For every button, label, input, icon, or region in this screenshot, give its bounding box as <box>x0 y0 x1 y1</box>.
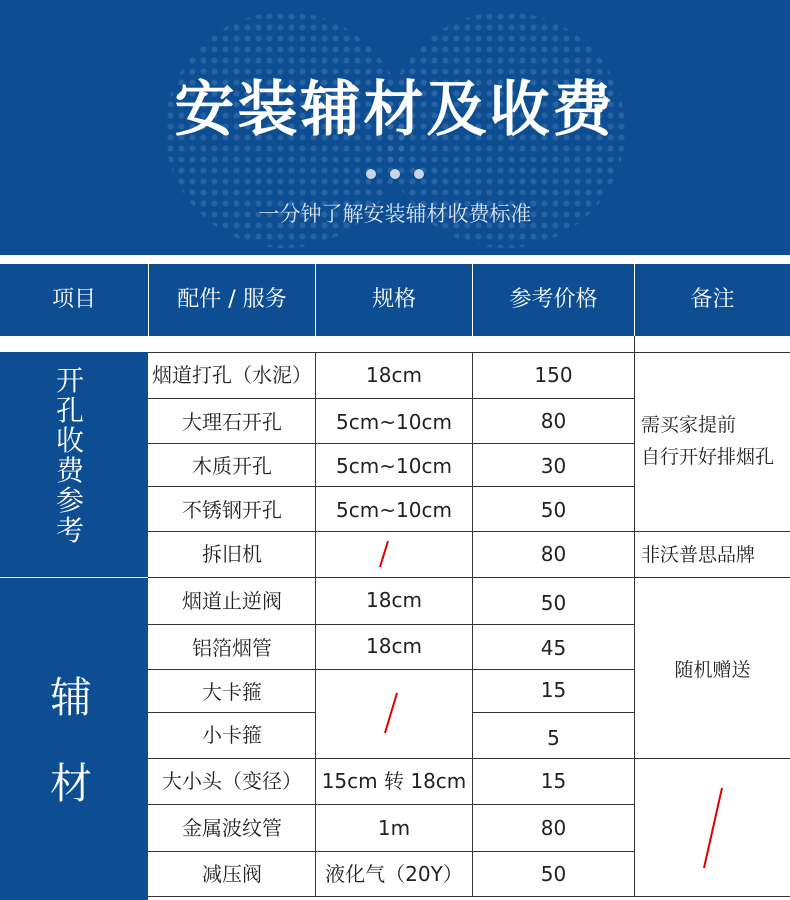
dot <box>414 169 424 179</box>
row-price: 50 <box>540 498 567 522</box>
note-gift: 随机赠送 <box>674 659 751 681</box>
row-item: 减压阀 <box>202 862 262 886</box>
row-spec: 15cm 转 18cm <box>321 769 467 793</box>
header-item: 项目 <box>51 287 96 312</box>
row-item: 大理石开孔 <box>182 410 282 434</box>
note-drill-line1: 需买家提前 <box>641 414 737 436</box>
pagination-dots <box>0 164 790 183</box>
row-item: 拆旧机 <box>202 542 262 566</box>
row-item: 木质开孔 <box>192 454 272 478</box>
row-item: 烟道打孔（水泥） <box>152 363 312 387</box>
divider <box>148 264 149 336</box>
row-price: 30 <box>540 454 567 478</box>
row-spec: 5cm~10cm <box>336 410 452 434</box>
note-brand: 非沃普思品牌 <box>641 544 756 566</box>
row-price: 50 <box>540 591 567 615</box>
row-spec: 18cm <box>366 588 422 612</box>
dot <box>366 169 376 179</box>
page-title: 安装辅材及收费 <box>174 75 616 145</box>
row-price: 80 <box>540 409 567 433</box>
note-drill-line2: 自行开好排烟孔 <box>641 446 775 468</box>
row-spec: 18cm <box>366 634 422 658</box>
dot <box>390 169 400 179</box>
row-item: 小卡箍 <box>202 723 262 747</box>
group-label-drilling: 开孔收费参考 <box>55 364 84 547</box>
na-slash-icon <box>380 690 402 736</box>
row-spec: 18cm <box>366 363 422 387</box>
row-spec: 液化气（20Y） <box>325 862 463 886</box>
row-price: 80 <box>540 542 567 566</box>
row-price: 80 <box>540 816 567 840</box>
row-spec: 1m <box>377 816 411 840</box>
header-spec: 规格 <box>371 287 416 312</box>
row-item: 不锈钢开孔 <box>182 498 282 522</box>
na-slash-icon <box>698 784 728 872</box>
row-spec: 5cm~10cm <box>336 498 452 522</box>
row-spec: 5cm~10cm <box>336 454 452 478</box>
row-price: 45 <box>540 636 567 660</box>
divider <box>315 264 316 336</box>
title-banner <box>0 0 790 255</box>
row-price: 15 <box>540 769 567 793</box>
row-item: 烟道止逆阀 <box>182 589 282 613</box>
row-item: 大小头（变径） <box>162 769 302 793</box>
grid-line <box>148 896 790 897</box>
grid-line <box>634 336 635 897</box>
page-subtitle: 一分钟了解安装辅材收费标准 <box>258 202 532 226</box>
divider <box>634 264 635 336</box>
header-note: 备注 <box>690 287 735 312</box>
row-item: 大卡箍 <box>202 680 262 704</box>
row-price: 15 <box>540 678 567 702</box>
header-price: 参考价格 <box>509 287 598 312</box>
header-part: 配件 / 服务 <box>177 287 287 312</box>
divider <box>472 264 473 336</box>
row-item: 金属波纹管 <box>182 816 282 840</box>
na-slash-icon <box>374 538 394 570</box>
row-price: 50 <box>540 862 567 886</box>
row-price: 5 <box>547 726 560 750</box>
group-label-accessories: 辅材 <box>49 673 92 808</box>
row-item: 铝箔烟管 <box>192 636 272 660</box>
row-price: 150 <box>534 363 573 387</box>
